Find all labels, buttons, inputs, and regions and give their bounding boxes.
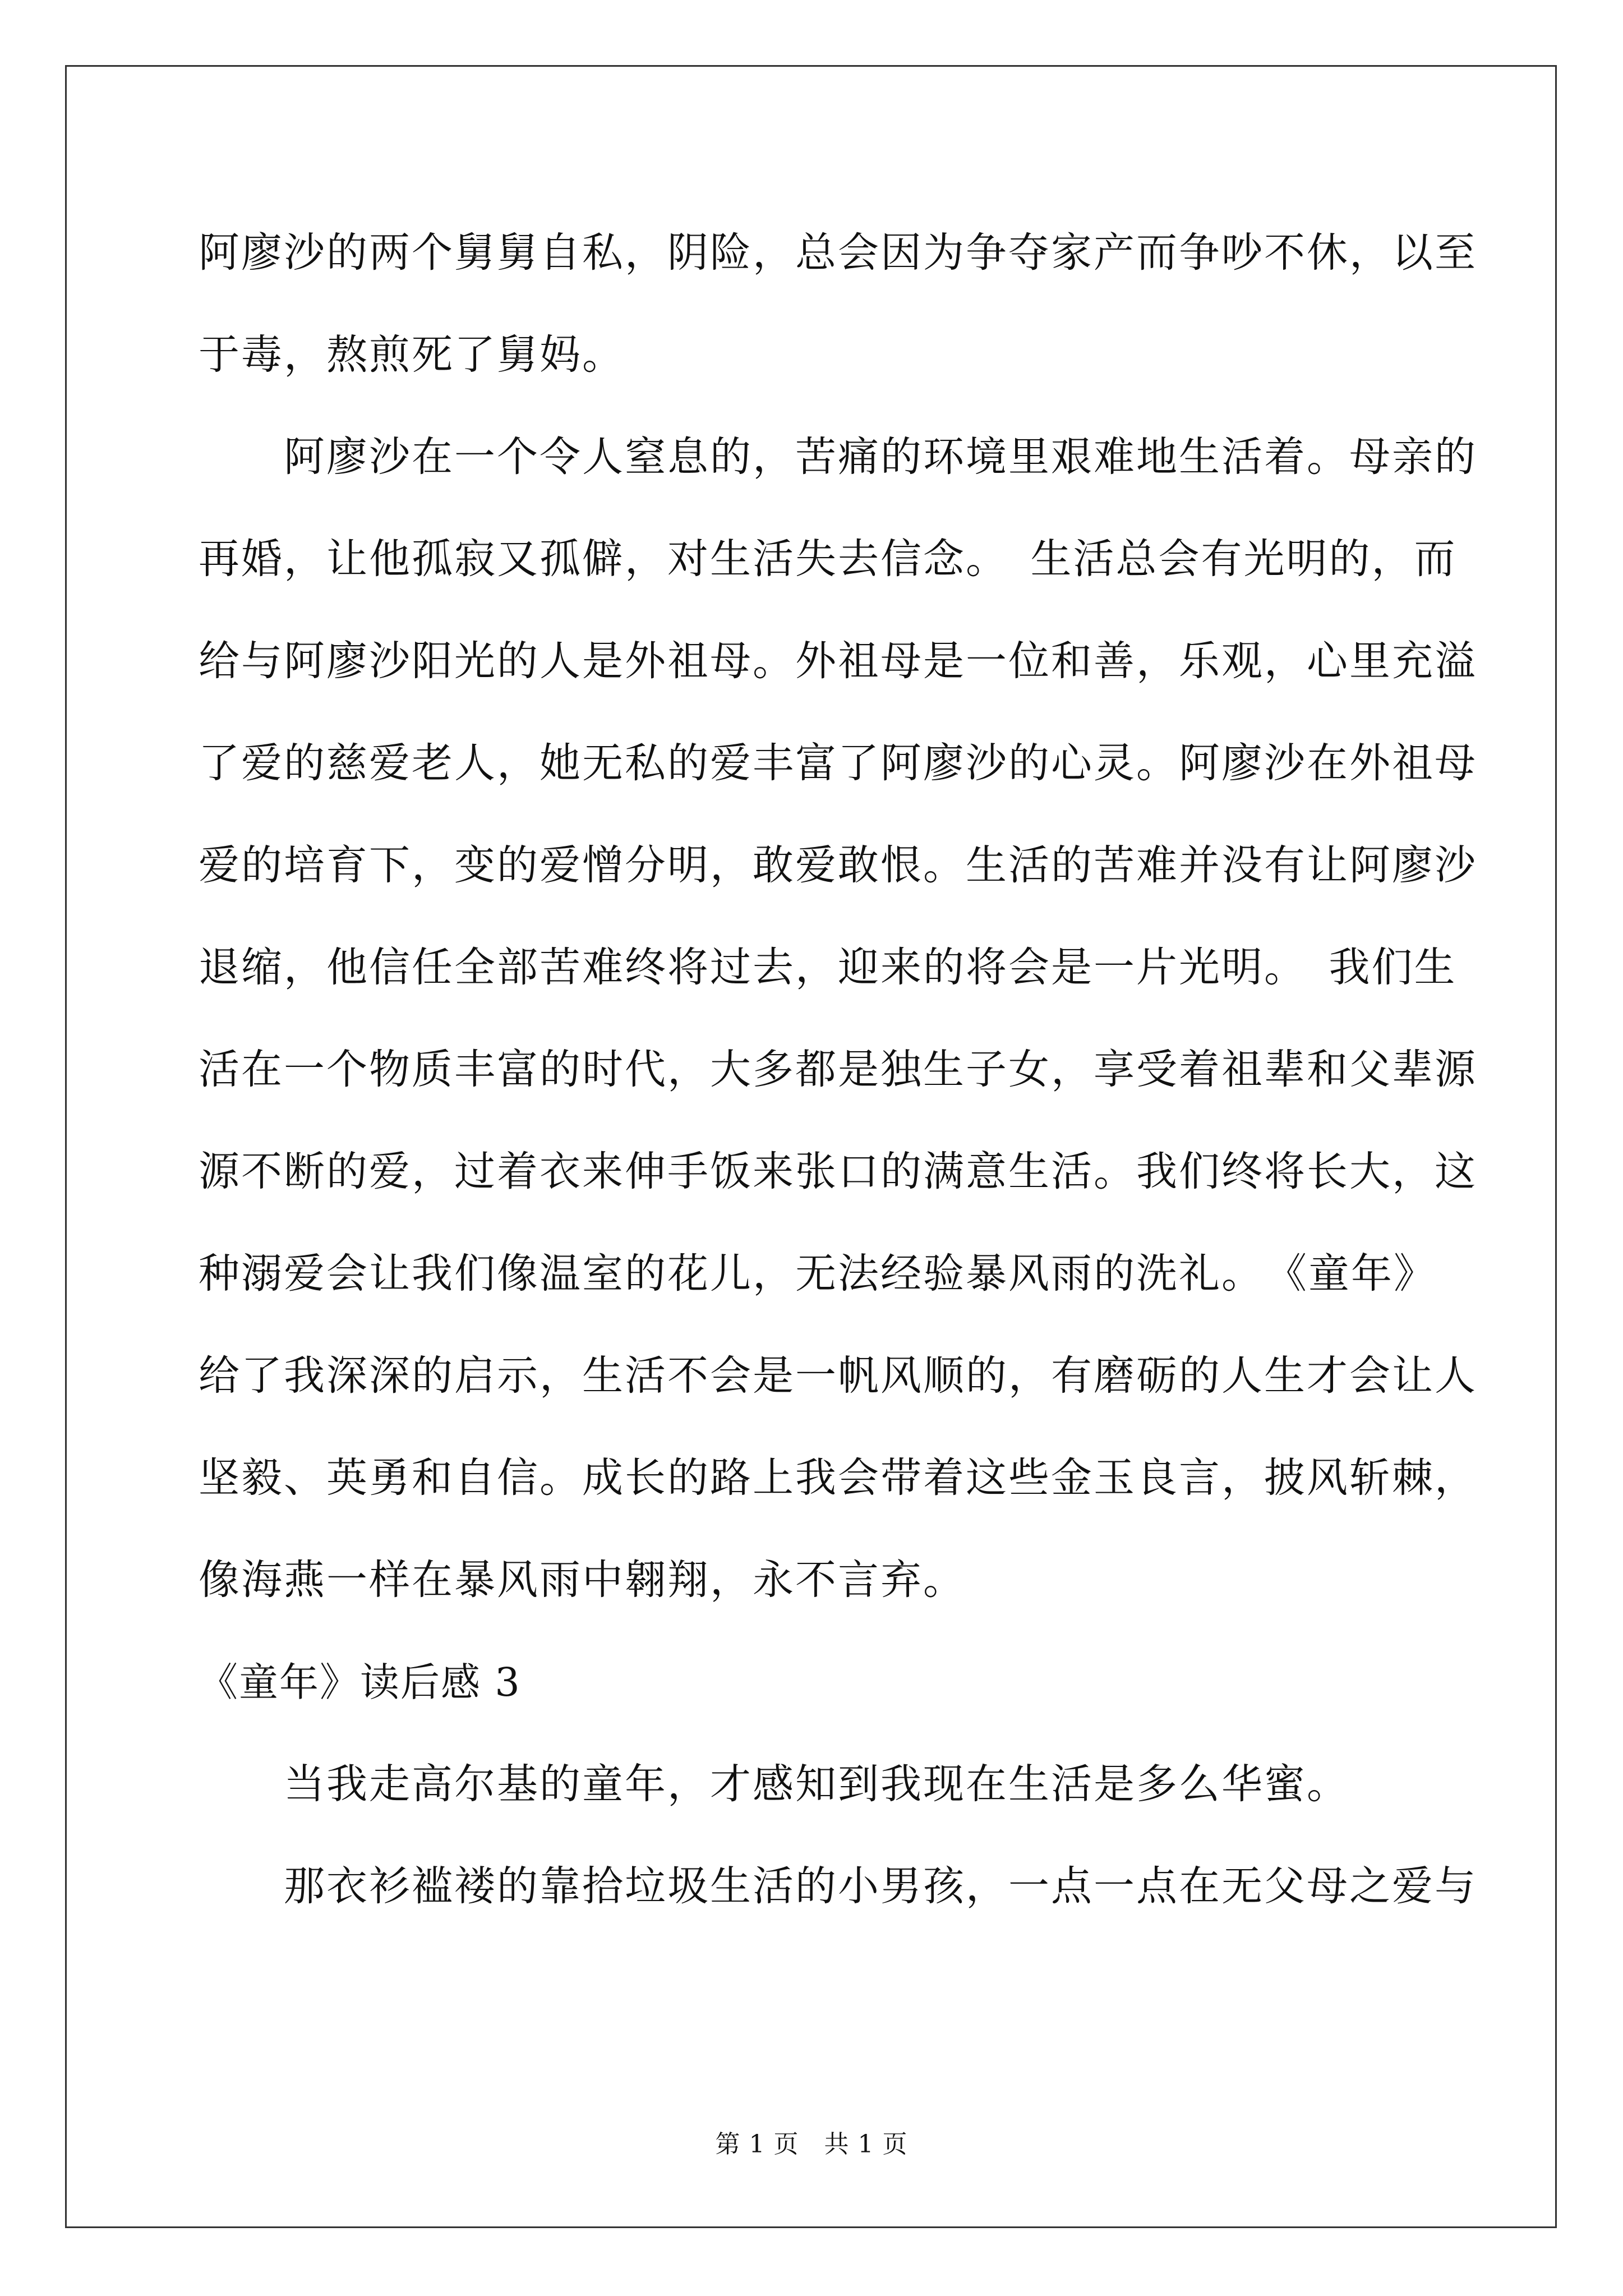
- paragraph-line: 给了我深深的启示，生活不会是一帆风顺的，有磨砺的人生才会让人: [199, 1352, 1477, 1400]
- paragraph-line: 像海燕一样在暴风雨中翱翔，永不言弃。: [199, 1556, 966, 1604]
- section-heading: 《童年》读后感 3: [199, 1659, 521, 1705]
- paragraph-line: 当我走高尔基的童年，才感知到我现在生活是多么华蜜。: [199, 1760, 1349, 1808]
- paragraph-line: 种溺爱会让我们像温室的花儿，无法经验暴风雨的洗礼。 《童年》: [199, 1250, 1436, 1297]
- paragraph-line: 了爱的慈爱老人，她无私的爱丰富了阿廖沙的心灵。阿廖沙在外祖母: [199, 739, 1477, 787]
- document-body: [199, 202, 1477, 1938]
- paragraph-line: 阿廖沙的两个舅舅自私，阴险，总会因为争夺家产而争吵不休，以至: [199, 229, 1477, 277]
- paragraph-line: 活在一个物质丰富的时代，大多都是独生子女，享受着祖辈和父辈源: [199, 1046, 1477, 1093]
- paragraph-line: 给与阿廖沙阳光的人是外祖母。外祖母是一位和善，乐观，心里充溢: [199, 637, 1477, 685]
- paragraph-line: 那衣衫褴褛的靠拾垃圾生活的小男孩，一点一点在无父母之爱与: [199, 1862, 1477, 1910]
- paragraph-line: 再婚，让他孤寂又孤僻，对生活失去信念。 生活总会有光明的，而: [199, 535, 1457, 583]
- paragraph-line: 于毒，熬煎死了舅妈。: [199, 331, 625, 379]
- paragraph-line: 退缩，他信任全部苦难终将过去，迎来的将会是一片光明。 我们生: [199, 944, 1457, 991]
- paragraph-line: 坚毅、英勇和自信。成长的路上我会带着这些金玉良言，披风斩棘，: [199, 1454, 1477, 1502]
- paragraph-line: 阿廖沙在一个令人窒息的，苦痛的环境里艰难地生活着。母亲的: [199, 433, 1477, 481]
- page-number-footer: 第 1 页 共 1 页: [715, 2130, 908, 2159]
- paragraph-line: 源不断的爱，过着衣来伸手饭来张口的满意生活。我们终将长大，这: [199, 1148, 1477, 1195]
- paragraph-line: 爱的培育下，变的爱憎分明，敢爱敢恨。生活的苦难并没有让阿廖沙: [199, 841, 1477, 889]
